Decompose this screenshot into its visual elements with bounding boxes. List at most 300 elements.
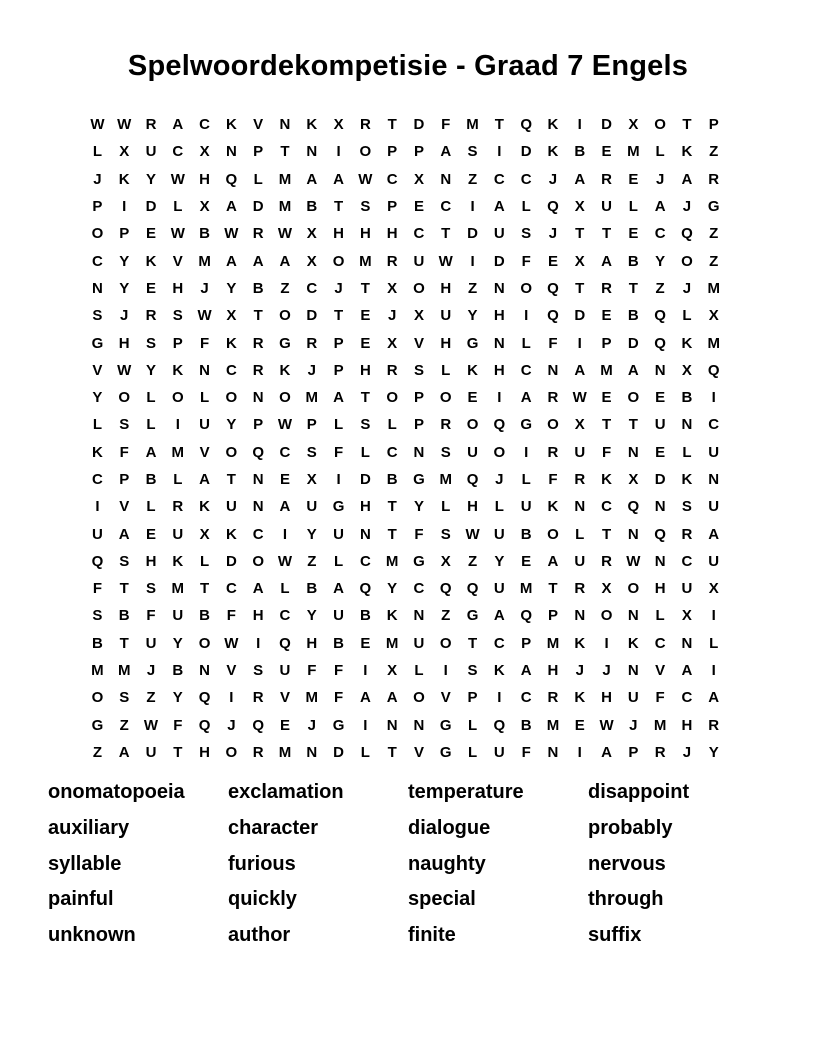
grid-letter[interactable]: N [627, 525, 639, 543]
grid-letter[interactable]: A [681, 170, 693, 188]
grid-letter[interactable]: F [441, 116, 451, 134]
grid-letter[interactable]: E [145, 279, 156, 297]
grid-letter[interactable]: P [119, 225, 130, 243]
grid-letter[interactable]: A [199, 471, 210, 488]
grid-letter[interactable]: R [252, 689, 264, 707]
grid-letter[interactable]: Z [146, 689, 156, 707]
grid-letter[interactable]: U [574, 443, 586, 461]
grid-letter[interactable]: U [493, 525, 505, 543]
grid-letter[interactable]: X [306, 225, 317, 243]
grid-letter[interactable]: I [470, 198, 475, 216]
grid-letter[interactable]: S [92, 607, 103, 625]
grid-letter[interactable]: W [599, 716, 614, 734]
grid-letter[interactable]: W [277, 552, 293, 570]
grid-letter[interactable]: A [547, 552, 559, 570]
grid-letter[interactable]: R [574, 580, 586, 598]
grid-letter[interactable]: L [333, 552, 344, 570]
grid-letter[interactable]: X [333, 116, 344, 134]
grid-letter[interactable]: X [199, 525, 210, 543]
grid-letter[interactable]: N [547, 361, 559, 379]
grid-letter[interactable]: S [413, 361, 424, 379]
grid-letter[interactable]: D [654, 471, 666, 488]
grid-letter[interactable]: C [520, 689, 532, 707]
grid-letter[interactable]: H [493, 307, 505, 325]
grid-letter[interactable]: S [440, 443, 451, 461]
grid-letter[interactable]: Z [655, 279, 665, 297]
grid-letter[interactable]: X [708, 307, 719, 325]
grid-letter[interactable]: K [386, 607, 398, 625]
grid-letter[interactable]: F [146, 607, 156, 625]
grid-letter[interactable]: C [252, 525, 264, 543]
grid-letter[interactable]: I [497, 389, 502, 407]
grid-letter[interactable]: W [465, 525, 480, 543]
grid-letter[interactable]: K [91, 443, 103, 461]
grid-letter[interactable]: I [604, 634, 609, 652]
grid-letter[interactable]: X [387, 662, 398, 680]
grid-letter[interactable]: Q [279, 634, 291, 652]
grid-letter[interactable]: K [306, 116, 318, 134]
grid-letter[interactable]: M [519, 580, 533, 598]
grid-letter[interactable]: N [306, 143, 318, 161]
grid-letter[interactable]: J [548, 170, 558, 188]
grid-letter[interactable]: C [681, 689, 693, 707]
grid-letter[interactable]: Y [655, 252, 666, 270]
grid-letter[interactable]: A [386, 689, 398, 707]
grid-letter[interactable]: Q [252, 716, 265, 734]
grid-letter[interactable]: I [336, 143, 341, 161]
grid-letter[interactable]: U [306, 498, 318, 516]
grid-letter[interactable]: J [682, 279, 692, 297]
grid-letter[interactable]: T [200, 580, 210, 598]
grid-letter[interactable]: O [547, 416, 559, 434]
grid-letter[interactable]: A [359, 689, 371, 707]
grid-letter[interactable]: L [655, 607, 665, 625]
grid-letter[interactable]: P [708, 116, 719, 134]
grid-letter[interactable]: A [520, 662, 532, 680]
grid-letter[interactable]: U [279, 662, 291, 680]
grid-letter[interactable]: L [521, 334, 531, 352]
grid-letter[interactable]: I [95, 498, 100, 516]
grid-letter[interactable]: W [277, 416, 293, 434]
grid-letter[interactable]: Y [119, 279, 130, 297]
grid-letter[interactable]: Q [493, 416, 506, 434]
grid-letter[interactable]: C [386, 443, 398, 461]
grid-letter[interactable]: C [413, 225, 425, 243]
grid-letter[interactable]: O [600, 607, 613, 625]
grid-letter[interactable]: P [601, 334, 612, 352]
grid-letter[interactable]: I [229, 689, 234, 707]
grid-letter[interactable]: N [413, 443, 425, 461]
grid-letter[interactable]: W [626, 552, 641, 570]
grid-letter[interactable]: U [627, 689, 639, 707]
grid-letter[interactable]: C [681, 552, 693, 570]
grid-letter[interactable]: P [413, 389, 424, 407]
grid-letter[interactable]: A [493, 198, 505, 216]
grid-letter[interactable]: B [627, 307, 639, 325]
grid-letter[interactable]: H [440, 334, 452, 352]
grid-letter[interactable]: S [145, 580, 156, 598]
grid-letter[interactable]: F [414, 525, 424, 543]
grid-letter[interactable]: N [252, 471, 264, 488]
grid-letter[interactable]: Q [520, 116, 532, 134]
grid-letter[interactable]: U [601, 198, 612, 216]
grid-letter[interactable]: K [574, 634, 586, 652]
grid-letter[interactable]: I [256, 634, 261, 652]
grid-letter[interactable]: N [279, 116, 291, 134]
grid-letter[interactable]: E [601, 389, 612, 407]
grid-letter[interactable]: C [91, 252, 103, 270]
grid-letter[interactable]: L [467, 716, 478, 734]
grid-letter[interactable]: L [173, 198, 183, 216]
grid-letter[interactable]: F [548, 471, 558, 488]
grid-letter[interactable]: H [467, 498, 478, 516]
grid-letter[interactable]: U [708, 443, 720, 461]
grid-letter[interactable]: X [306, 252, 317, 270]
grid-letter[interactable]: W [438, 252, 453, 270]
grid-letter[interactable]: N [654, 552, 666, 570]
grid-letter[interactable]: H [493, 361, 505, 379]
grid-letter[interactable]: L [628, 198, 638, 216]
grid-letter[interactable]: G [466, 334, 479, 352]
grid-letter[interactable]: M [305, 689, 319, 707]
grid-letter[interactable]: S [521, 225, 532, 243]
grid-letter[interactable]: L [360, 743, 370, 761]
grid-letter[interactable]: N [627, 443, 639, 461]
grid-letter[interactable]: I [470, 252, 475, 270]
grid-letter[interactable]: Z [467, 552, 478, 570]
grid-letter[interactable]: G [279, 334, 291, 352]
grid-letter[interactable]: T [360, 279, 370, 297]
grid-letter[interactable]: R [306, 334, 318, 352]
grid-letter[interactable]: T [173, 743, 183, 761]
grid-letter[interactable]: U [199, 416, 210, 434]
grid-letter[interactable]: M [278, 170, 292, 188]
grid-letter[interactable]: C [601, 498, 612, 516]
grid-letter[interactable]: Q [547, 279, 559, 297]
grid-letter[interactable]: L [709, 634, 719, 652]
grid-letter[interactable]: I [336, 471, 341, 488]
grid-letter[interactable]: D [225, 552, 237, 570]
grid-letter[interactable]: N [574, 498, 586, 516]
grid-letter[interactable]: P [628, 743, 639, 761]
grid-letter[interactable]: J [387, 307, 397, 325]
grid-letter[interactable]: F [200, 334, 210, 352]
grid-letter[interactable]: G [332, 498, 345, 516]
grid-letter[interactable]: N [440, 170, 452, 188]
grid-letter[interactable]: J [334, 279, 343, 297]
grid-letter[interactable]: J [495, 471, 504, 488]
grid-letter[interactable]: L [575, 525, 585, 543]
grid-letter[interactable]: P [172, 334, 183, 352]
grid-letter[interactable]: U [172, 607, 184, 625]
grid-letter[interactable]: W [224, 634, 239, 652]
grid-letter[interactable]: F [521, 252, 531, 270]
grid-letter[interactable]: N [252, 389, 264, 407]
grid-letter[interactable]: O [654, 116, 666, 134]
grid-letter[interactable]: Y [306, 525, 317, 543]
grid-letter[interactable]: T [333, 198, 344, 216]
grid-letter[interactable]: X [574, 416, 585, 434]
grid-letter[interactable]: B [145, 471, 157, 488]
grid-letter[interactable]: I [577, 116, 582, 134]
grid-letter[interactable]: T [601, 525, 612, 543]
grid-letter[interactable]: K [172, 552, 184, 570]
grid-letter[interactable]: W [170, 170, 185, 188]
grid-letter[interactable]: U [681, 580, 693, 598]
grid-letter[interactable]: J [682, 198, 692, 216]
grid-letter[interactable]: X [574, 252, 585, 270]
grid-letter[interactable]: U [333, 607, 344, 625]
grid-letter[interactable]: D [359, 471, 371, 488]
grid-letter[interactable]: O [118, 389, 131, 407]
grid-letter[interactable]: P [306, 416, 317, 434]
grid-letter[interactable]: L [146, 498, 156, 516]
grid-letter[interactable]: N [681, 416, 693, 434]
grid-letter[interactable]: X [681, 607, 692, 625]
grid-letter[interactable]: E [360, 334, 371, 352]
grid-letter[interactable]: F [226, 607, 236, 625]
grid-letter[interactable]: I [524, 443, 529, 461]
grid-letter[interactable]: S [172, 307, 183, 325]
grid-letter[interactable]: J [93, 170, 102, 188]
grid-letter[interactable]: R [359, 116, 371, 134]
grid-letter[interactable]: P [253, 416, 264, 434]
grid-letter[interactable]: Z [467, 170, 478, 188]
grid-letter[interactable]: L [682, 307, 692, 325]
grid-letter[interactable]: X [199, 143, 210, 161]
grid-letter[interactable]: G [91, 716, 104, 734]
grid-letter[interactable]: K [681, 471, 693, 488]
grid-letter[interactable]: J [307, 361, 316, 379]
grid-letter[interactable]: E [279, 716, 290, 734]
grid-letter[interactable]: T [253, 307, 263, 325]
grid-letter[interactable]: B [627, 252, 639, 270]
grid-letter[interactable]: S [253, 662, 264, 680]
grid-letter[interactable]: H [199, 743, 210, 761]
grid-letter[interactable]: H [145, 552, 157, 570]
grid-letter[interactable]: T [575, 225, 585, 243]
grid-letter[interactable]: X [199, 198, 210, 216]
grid-letter[interactable]: M [278, 743, 292, 761]
grid-letter[interactable]: U [493, 743, 505, 761]
grid-letter[interactable]: L [521, 471, 531, 488]
grid-letter[interactable]: J [120, 307, 129, 325]
grid-letter[interactable]: C [225, 361, 237, 379]
grid-letter[interactable]: T [333, 307, 344, 325]
grid-letter[interactable]: O [91, 689, 104, 707]
grid-letter[interactable]: A [520, 389, 532, 407]
grid-letter[interactable]: U [225, 498, 237, 516]
grid-letter[interactable]: F [333, 443, 344, 461]
grid-letter[interactable]: R [252, 225, 264, 243]
grid-letter[interactable]: N [386, 716, 398, 734]
grid-letter[interactable]: T [548, 580, 558, 598]
grid-letter[interactable]: I [524, 307, 529, 325]
grid-letter[interactable]: L [494, 498, 504, 516]
grid-letter[interactable]: B [199, 607, 210, 625]
grid-letter[interactable]: T [682, 116, 692, 134]
grid-letter[interactable]: U [520, 498, 532, 516]
grid-letter[interactable]: E [360, 634, 371, 652]
grid-letter[interactable]: O [171, 389, 184, 407]
grid-letter[interactable]: R [145, 116, 157, 134]
grid-letter[interactable]: B [574, 143, 586, 161]
grid-letter[interactable]: F [548, 334, 558, 352]
grid-letter[interactable]: B [333, 634, 344, 652]
grid-letter[interactable]: V [440, 689, 451, 707]
grid-letter[interactable]: A [172, 116, 184, 134]
grid-letter[interactable]: H [601, 689, 612, 707]
grid-letter[interactable]: H [306, 634, 318, 652]
grid-letter[interactable]: F [119, 443, 129, 461]
grid-letter[interactable]: A [440, 143, 452, 161]
grid-letter[interactable]: Y [119, 252, 130, 270]
grid-letter[interactable]: V [253, 116, 264, 134]
grid-letter[interactable]: W [358, 170, 373, 188]
grid-letter[interactable]: Y [467, 307, 478, 325]
grid-letter[interactable]: K [574, 689, 586, 707]
grid-letter[interactable]: Z [441, 607, 451, 625]
grid-letter[interactable]: J [602, 662, 611, 680]
grid-letter[interactable]: S [681, 498, 692, 516]
grid-letter[interactable]: C [708, 416, 720, 434]
grid-letter[interactable]: J [227, 716, 236, 734]
grid-letter[interactable]: D [145, 198, 157, 216]
grid-letter[interactable]: U [91, 525, 103, 543]
grid-letter[interactable]: L [682, 443, 692, 461]
grid-letter[interactable]: D [493, 252, 505, 270]
grid-letter[interactable]: L [441, 498, 451, 516]
grid-letter[interactable]: C [493, 170, 505, 188]
grid-letter[interactable]: Y [708, 743, 719, 761]
grid-letter[interactable]: Q [654, 334, 666, 352]
grid-letter[interactable]: V [413, 334, 424, 352]
grid-letter[interactable]: F [333, 662, 344, 680]
grid-letter[interactable]: I [282, 525, 288, 543]
grid-letter[interactable]: U [654, 416, 666, 434]
grid-letter[interactable]: D [601, 116, 612, 134]
grid-letter[interactable]: O [225, 389, 238, 407]
grid-letter[interactable]: M [627, 143, 640, 161]
grid-letter[interactable]: I [711, 662, 716, 680]
grid-letter[interactable]: E [628, 225, 639, 243]
grid-letter[interactable]: Q [198, 716, 211, 734]
grid-letter[interactable]: A [145, 443, 157, 461]
grid-letter[interactable]: B [199, 225, 210, 243]
grid-letter[interactable]: Z [709, 225, 719, 243]
grid-letter[interactable]: R [252, 334, 264, 352]
grid-letter[interactable]: V [119, 498, 130, 516]
grid-letter[interactable]: O [413, 689, 425, 707]
grid-letter[interactable]: Y [92, 389, 103, 407]
grid-letter[interactable]: Q [520, 607, 532, 625]
grid-letter[interactable]: B [520, 525, 532, 543]
grid-letter[interactable]: A [333, 580, 344, 598]
grid-letter[interactable]: S [145, 334, 156, 352]
grid-letter[interactable]: B [91, 634, 103, 652]
grid-letter[interactable]: R [601, 552, 612, 570]
grid-letter[interactable]: I [577, 743, 582, 761]
grid-letter[interactable]: H [333, 225, 344, 243]
grid-letter[interactable]: Y [306, 607, 317, 625]
grid-letter[interactable]: L [414, 662, 424, 680]
grid-letter[interactable]: M [359, 252, 372, 270]
grid-letter[interactable]: W [277, 225, 293, 243]
grid-letter[interactable]: P [333, 334, 344, 352]
grid-letter[interactable]: C [413, 580, 425, 598]
grid-letter[interactable]: B [681, 389, 693, 407]
grid-letter[interactable]: F [521, 743, 531, 761]
grid-letter[interactable]: C [520, 170, 532, 188]
grid-letter[interactable]: O [627, 389, 640, 407]
grid-letter[interactable]: V [172, 252, 183, 270]
grid-letter[interactable]: S [306, 443, 317, 461]
grid-letter[interactable]: P [333, 361, 344, 379]
grid-letter[interactable]: V [92, 361, 103, 379]
grid-letter[interactable]: M [385, 634, 399, 652]
grid-letter[interactable]: P [119, 471, 130, 488]
grid-letter[interactable]: R [601, 170, 612, 188]
grid-letter[interactable]: B [306, 198, 318, 216]
grid-letter[interactable]: X [387, 334, 398, 352]
grid-letter[interactable]: W [90, 116, 105, 134]
grid-letter[interactable]: U [333, 525, 344, 543]
grid-letter[interactable]: Q [359, 580, 372, 598]
grid-letter[interactable]: R [252, 361, 264, 379]
grid-letter[interactable]: Q [654, 525, 666, 543]
grid-letter[interactable]: J [548, 225, 558, 243]
grid-letter[interactable]: L [280, 580, 290, 598]
grid-letter[interactable]: A [118, 525, 130, 543]
grid-letter[interactable]: M [278, 198, 292, 216]
grid-letter[interactable]: I [711, 389, 716, 407]
grid-letter[interactable]: H [654, 580, 666, 598]
grid-letter[interactable]: R [172, 498, 184, 516]
grid-letter[interactable]: U [467, 443, 478, 461]
grid-letter[interactable]: T [387, 525, 397, 543]
grid-letter[interactable]: Q [466, 471, 479, 488]
grid-letter[interactable]: T [387, 116, 397, 134]
grid-letter[interactable]: D [627, 334, 639, 352]
grid-letter[interactable]: J [307, 716, 316, 734]
grid-letter[interactable]: O [279, 389, 291, 407]
grid-letter[interactable]: O [413, 279, 425, 297]
grid-letter[interactable]: D [574, 307, 586, 325]
grid-letter[interactable]: E [360, 307, 371, 325]
grid-letter[interactable]: K [225, 116, 237, 134]
grid-letter[interactable]: M [198, 252, 211, 270]
grid-letter[interactable]: G [707, 198, 720, 216]
grid-letter[interactable]: R [145, 307, 157, 325]
grid-letter[interactable]: O [252, 552, 265, 570]
grid-letter[interactable]: U [440, 307, 452, 325]
grid-letter[interactable]: J [200, 279, 209, 297]
grid-letter[interactable]: L [333, 416, 344, 434]
grid-letter[interactable]: C [225, 580, 237, 598]
grid-letter[interactable]: P [467, 689, 478, 707]
grid-letter[interactable]: T [226, 471, 236, 488]
grid-letter[interactable]: E [145, 225, 156, 243]
grid-letter[interactable]: X [440, 552, 451, 570]
grid-letter[interactable]: E [145, 525, 156, 543]
grid-letter[interactable]: X [601, 580, 612, 598]
grid-letter[interactable]: L [146, 416, 156, 434]
grid-letter[interactable]: T [601, 225, 612, 243]
grid-letter[interactable]: I [363, 716, 368, 734]
grid-letter[interactable]: R [386, 361, 398, 379]
grid-letter[interactable]: X [387, 279, 398, 297]
grid-letter[interactable]: Q [681, 225, 693, 243]
